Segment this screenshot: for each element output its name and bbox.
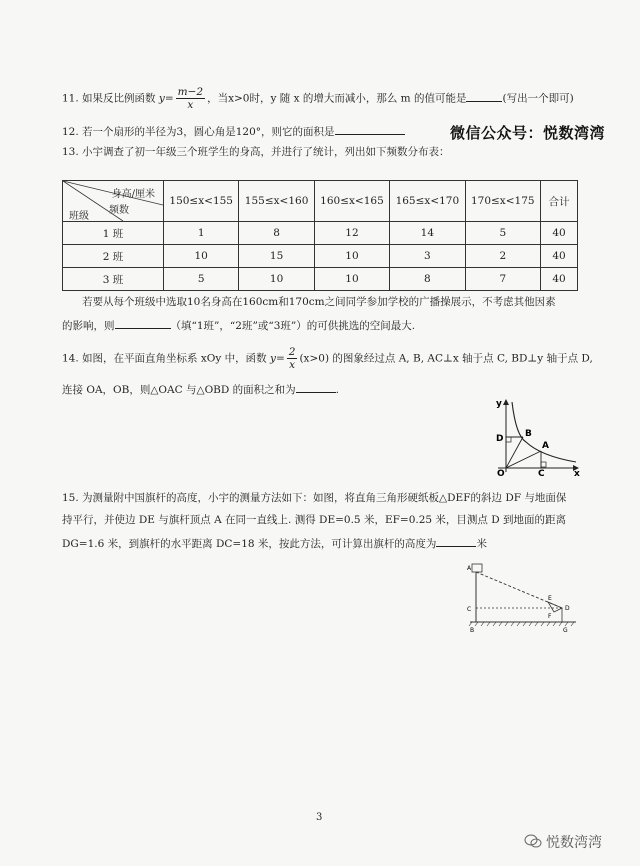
table-cell: 10 (164, 245, 239, 268)
header-class-label: 班级 (69, 211, 89, 222)
question-13-intro: 13. 小宇调查了初一年级三个班学生的身高，并进行了统计，列出如下频数分布表： (62, 146, 450, 158)
q15-line1: 15. 为测量附中国旗杆的高度，小宇的测量方法如下：如图，将直角三角形硬纸板△DEF的斜边 DF 与地面保 (62, 492, 567, 504)
table-cell: 14 (390, 222, 465, 245)
fig-label-A: A (467, 565, 472, 572)
q14-func: y= (270, 352, 285, 365)
brand-footer: 悦数湾湾 (546, 835, 602, 851)
table-cell: 8 (239, 222, 314, 245)
table-col-header: 170≤x<175 (465, 181, 540, 222)
q13-after-line2b: （填“1班”，“2班”或“3班”）的可供挑选的空间最大. (170, 320, 416, 332)
page-number: 3 (316, 812, 323, 823)
table-col-header: 合计 (541, 181, 578, 222)
header-frequency-label: 频数 (109, 205, 129, 216)
header-height-label: 身高/厘米 (111, 189, 155, 200)
q15-line3 (62, 534, 602, 552)
table-cell: 7 (465, 268, 540, 291)
fig-label-B: B (470, 627, 475, 634)
table-cell: 1 (164, 222, 239, 245)
wechat-icon (524, 834, 542, 848)
q15-line3a: DG=1.6 米，到旗杆的水平距离 DC=18 米，按此方法，可计算出旗杆的高度为 (62, 538, 437, 550)
question-11: 11. 如果反比例函数 y= $\frac{m-2}{x}$ ，当x>0时，y 随 x 的增大而减小，那么 m 的值可能是 (写出一个即可) (62, 86, 574, 111)
table-col-header: 160≤x<165 (314, 181, 389, 222)
question-12 (62, 122, 602, 140)
fig-label-E: E (548, 595, 552, 602)
fig-label-A: A (542, 441, 549, 451)
question-14 (62, 346, 602, 371)
fig-label-B: B (525, 429, 532, 439)
q11-prefix: 11. 如果反比例函数 (62, 92, 156, 105)
table-cell: 15 (239, 245, 314, 268)
frequency-table (62, 180, 578, 291)
table-corner-cell (63, 181, 164, 222)
fig-label-G: G (563, 627, 568, 634)
q15-flagpole-figure (462, 560, 586, 636)
fig-label-O: O (497, 469, 505, 476)
fig-label-C: C (538, 469, 545, 476)
fig-label-y: y (496, 399, 502, 409)
q12-answer-blank[interactable] (335, 122, 405, 135)
row-label: 2 班 (63, 245, 164, 268)
table-cell: 8 (390, 268, 465, 291)
table-cell: 40 (541, 222, 578, 245)
table-cell: 5 (465, 222, 540, 245)
table-cell: 10 (314, 268, 389, 291)
fig-label-D: D (496, 434, 504, 444)
table-header-row (63, 181, 578, 222)
table-col-header: 165≤x<170 (390, 181, 465, 222)
q14-answer-blank[interactable] (296, 380, 336, 393)
q13-after-line2 (62, 316, 602, 334)
q15-answer-blank[interactable] (436, 534, 476, 547)
q14-line2: 连接 OA，OB，则△OAC 与△OBD 的面积之和为 . (62, 380, 602, 398)
q11-answer-blank[interactable] (466, 89, 502, 102)
q15-line2: 持平行，并使边 DE 与旗杆顶点 A 在同一直线上. 测得 DE=0.5 米，EF=0.25 米，目测点 D 到地面的距离 (62, 514, 567, 526)
fig-label-F: F (548, 613, 552, 620)
q12-text: 12. 若一个扇形的半径为3，圆心角是120°，则它的面积是 (62, 126, 335, 138)
table-row (63, 222, 578, 245)
q14-fraction (287, 346, 298, 371)
fig-label-C: C (467, 606, 472, 613)
table-cell: 10 (314, 245, 389, 268)
fig-label-x: x (574, 469, 580, 476)
flag-icon (472, 564, 482, 572)
q14-prefix: 14. 如图，在平面直角坐标系 xOy 中，函数 (62, 352, 267, 365)
table-row (63, 268, 578, 291)
ground-hatching (469, 622, 574, 626)
table-cell: 5 (164, 268, 239, 291)
q11-numerator: m−2 (177, 86, 204, 98)
q13-answer-blank[interactable] (115, 316, 171, 329)
q14-text: (x>0) 的图象经过点 A, B, AC⊥x 轴于点 C, BD⊥y 轴于点 D, (299, 352, 593, 365)
watermark: 微信公众号：悦数湾湾 (450, 124, 606, 142)
table-cell: 12 (314, 222, 389, 245)
table-cell: 40 (541, 245, 578, 268)
q13-after-line2a: 的影响，则 (62, 320, 115, 332)
q11-text: ，当x>0时，y 随 x 的增大而减小，那么 m 的值可能是 (207, 92, 467, 105)
row-label: 1 班 (63, 222, 164, 245)
table-cell: 3 (390, 245, 465, 268)
q11-func: y (158, 92, 165, 105)
table-col-header: 155≤x<160 (239, 181, 314, 222)
q11-fraction (176, 86, 205, 111)
q15-line3b: 米 (476, 538, 487, 550)
q13-after-line1: 若要从每个班级中选取10名身高在160cm和170cm之间同学参加学校的广播操展示，不考虑其他因素 (82, 296, 556, 308)
table-cell: 40 (541, 268, 578, 291)
table-cell: 10 (239, 268, 314, 291)
table-col-header: 150≤x<155 (164, 181, 239, 222)
q14-line2-text: 连接 OA，OB，则△OAC 与△OBD 的面积之和为 (62, 384, 296, 396)
table-row (63, 245, 578, 268)
q11-denominator: x (187, 99, 194, 111)
fig-label-D: D (565, 605, 570, 612)
q11-tail: (写出一个即可) (502, 92, 574, 105)
q14-hyperbola-figure (486, 396, 582, 476)
q14-denominator: x (289, 359, 296, 371)
table-cell: 2 (465, 245, 540, 268)
q14-numerator: 2 (288, 346, 296, 358)
hyperbola-curve (512, 402, 576, 462)
row-label: 3 班 (63, 268, 164, 291)
